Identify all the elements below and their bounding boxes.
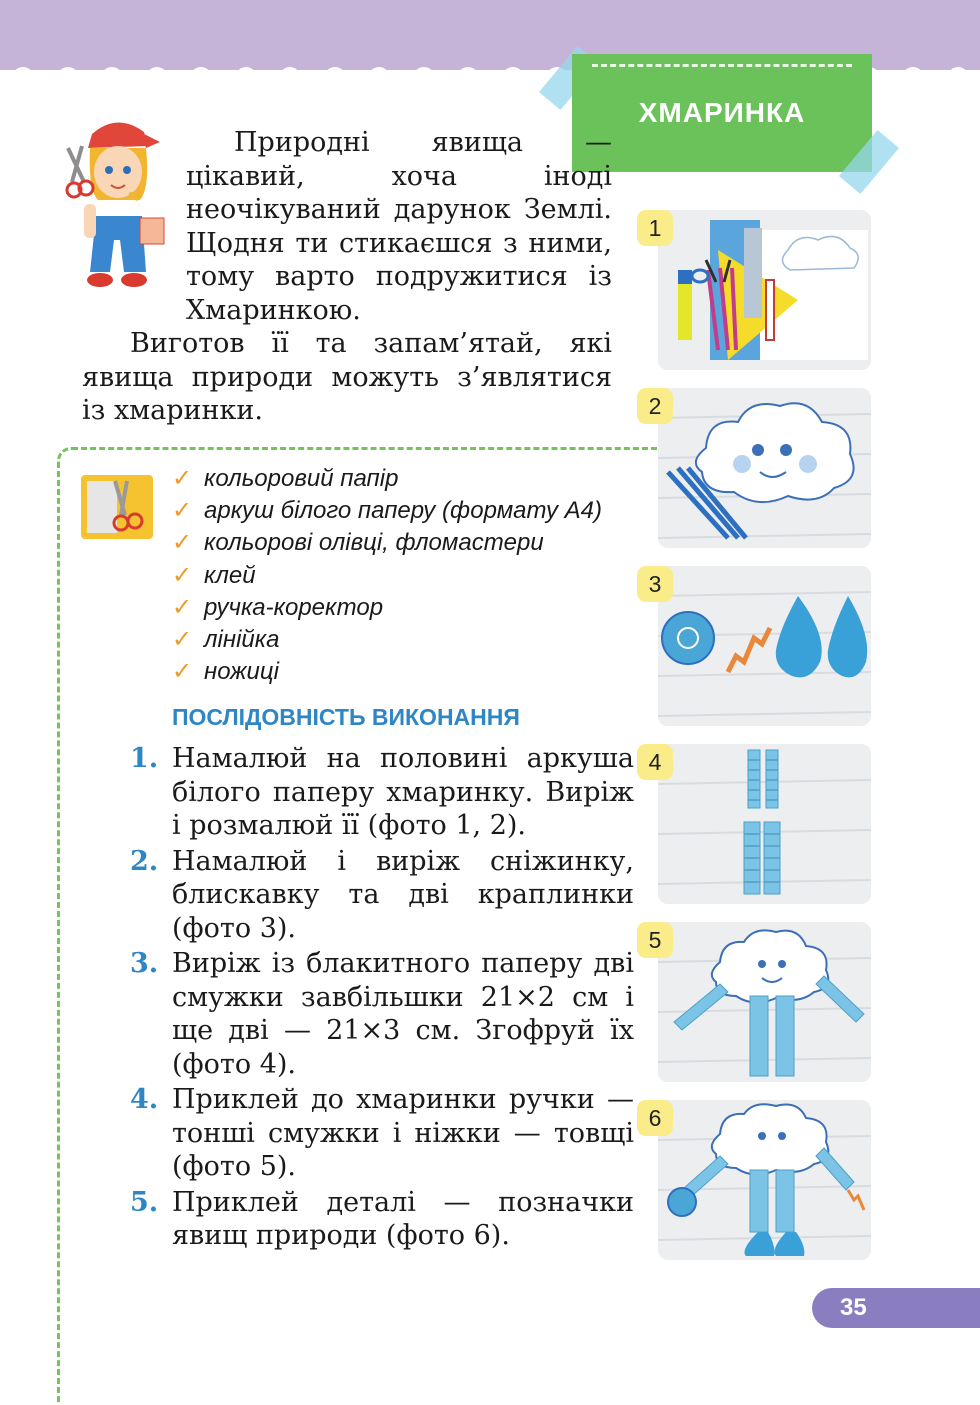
materials-icon	[81, 475, 153, 539]
check-icon: ✓	[172, 529, 193, 557]
border-dot	[235, 67, 257, 89]
intro-paragraph-2: Виготов її та запам’ятай, які явища природи можуть з’являтися із хмаринки.	[82, 328, 612, 426]
material-item	[172, 527, 602, 559]
border-dot	[279, 67, 301, 89]
material-item	[172, 495, 602, 527]
border-dot	[902, 67, 924, 89]
step-number: 3.	[130, 948, 159, 979]
material-label: аркуш білого паперу (формату А4)	[204, 497, 602, 525]
border-dot	[101, 67, 123, 89]
step-item	[130, 742, 634, 843]
check-icon: ✓	[172, 626, 193, 654]
material-label: кольоровий папір	[204, 465, 399, 492]
section-divider-vertical	[57, 462, 60, 1402]
sequence-title: ПОСЛІДОВНІСТЬ ВИКОНАННЯ	[172, 704, 520, 730]
step-number: 4.	[130, 1084, 159, 1115]
material-item	[172, 592, 602, 624]
title-dash-line	[592, 64, 852, 67]
step-item	[130, 1186, 634, 1253]
border-dot	[368, 67, 390, 89]
step-text: Приклей деталі — позначки явищ природи (фото 6).	[172, 1186, 634, 1251]
step-item	[130, 845, 634, 946]
photo-badge-1: 1	[637, 210, 673, 246]
photo-badge-2: 2	[637, 388, 673, 424]
border-dot	[57, 67, 79, 89]
section-divider-horizontal	[72, 447, 657, 450]
page-title	[572, 54, 872, 172]
border-dot	[502, 67, 524, 89]
step-number: 5.	[130, 1186, 159, 1218]
photo-6-finished-cloud	[658, 1100, 871, 1260]
step-item	[130, 947, 634, 1081]
photo-4-strips	[658, 744, 871, 904]
material-item	[172, 560, 602, 592]
intro-paragraph-1: Природні явища — цікавий, хоча іноді неочікуваний дарунок Землі. Щодня ти стикаєшся з ними, тому варто подружитися із Хмаринкою.	[186, 127, 612, 326]
step-item	[130, 1083, 634, 1184]
photo-3-details	[658, 566, 871, 726]
border-dot	[146, 67, 168, 89]
check-icon: ✓	[172, 497, 193, 525]
materials-list	[172, 463, 602, 688]
photo-badge-5: 5	[637, 922, 673, 958]
step-text: Намалюй і виріж сніжинку, блискавку та дві краплинки (фото 3).	[172, 845, 634, 944]
material-item	[172, 624, 602, 656]
step-text: Виріж із блакитного паперу дві смужки завбільшки 21×2 см і ще дві — 21×3 см. Згофруй їх (фото 4).	[172, 948, 634, 1080]
check-icon: ✓	[172, 465, 193, 492]
material-label: ножиці	[204, 658, 279, 686]
steps-list	[130, 742, 634, 1255]
border-dot	[12, 67, 34, 89]
material-label: кольорові олівці, фломастери	[204, 529, 544, 557]
photo-badge-3: 3	[637, 566, 673, 602]
check-icon: ✓	[172, 593, 193, 621]
check-icon: ✓	[172, 658, 193, 686]
page-number: 35	[812, 1288, 980, 1328]
border-dot	[457, 67, 479, 89]
material-label: клей	[204, 561, 256, 589]
photo-5-cloud-figure	[658, 922, 871, 1082]
check-icon: ✓	[172, 561, 193, 589]
photo-2-cloud	[658, 388, 871, 548]
step-text: Намалюй на половині аркуша білого паперу хмаринку. Виріж і розмалюй її (фото 1, 2).	[172, 743, 634, 841]
photo-badge-6: 6	[637, 1100, 673, 1136]
border-dot	[324, 67, 346, 89]
intro-text	[82, 126, 612, 428]
border-dot	[190, 67, 212, 89]
material-label: ручка-коректор	[204, 593, 384, 621]
border-dot	[947, 67, 969, 89]
material-item	[172, 463, 602, 495]
photo-badge-4: 4	[637, 744, 673, 780]
border-dot	[413, 67, 435, 89]
material-label: лінійка	[204, 626, 280, 654]
material-item	[172, 656, 602, 688]
step-number: 2.	[130, 845, 159, 877]
page-title-text: ХМАРИНКА	[638, 97, 806, 128]
step-number: 1.	[130, 743, 159, 774]
step-text: Приклей до хмаринки ручки — тонші смужки і ніжки — товщі (фото 5).	[172, 1084, 634, 1182]
photo-1-materials	[658, 210, 871, 370]
